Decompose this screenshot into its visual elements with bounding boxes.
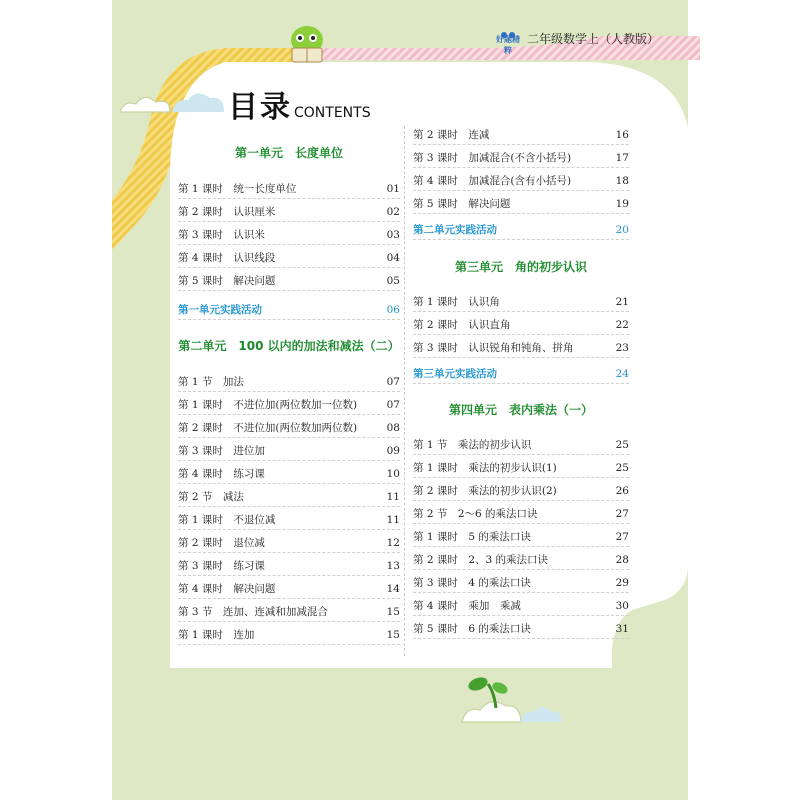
toc-entry-label: 第 2 课时 认识直角 [413, 319, 511, 331]
toc-page-number: 25 [615, 462, 629, 474]
toc-page-number: 25 [615, 439, 629, 451]
toc-row [178, 272, 400, 291]
toc-page-number: 24 [615, 368, 629, 380]
toc-row [413, 149, 629, 168]
toc-heading-chinese: 目录 [228, 90, 292, 125]
toc-row [178, 557, 400, 576]
toc-row [178, 534, 400, 553]
toc-entry-label: 第 2 课时 退位减 [178, 537, 265, 549]
toc-page-number: 02 [386, 206, 400, 218]
toc-entry-label: 第 1 节 加法 [178, 376, 244, 388]
toc-page-number: 15 [386, 606, 400, 618]
toc-row [413, 482, 629, 501]
toc-page-number: 11 [386, 491, 400, 503]
toc-row [413, 574, 629, 593]
toc-entry-label: 第 3 课时 认识米 [178, 229, 265, 241]
toc-entry-label: 第 3 节 连加、连减和加减混合 [178, 606, 328, 618]
toc-entry-label: 第 1 课时 连加 [178, 629, 255, 641]
toc-row [178, 419, 400, 438]
toc-page-number: 28 [615, 554, 629, 566]
toc-entry-label: 第 5 课时 6 的乘法口诀 [413, 623, 531, 635]
toc-row [178, 396, 400, 415]
toc-page-number: 16 [615, 129, 629, 141]
toc-entry-label: 第 4 课时 加减混合(含有小括号) [413, 175, 572, 187]
toc-entry-label: 第 2 课时 认识厘米 [178, 206, 276, 218]
toc-entry-label: 第 4 课时 乘加 乘减 [413, 600, 521, 612]
toc-page-number: 06 [386, 304, 400, 316]
toc-row [413, 597, 629, 616]
toc-entry-label: 第 4 课时 认识线段 [178, 252, 276, 264]
toc-row [413, 459, 629, 478]
toc-entry-label: 第 2 节 减法 [178, 491, 244, 503]
toc-page-number: 15 [386, 629, 400, 641]
brand-logo [495, 25, 521, 55]
toc-row [413, 505, 629, 524]
toc-page-number: 01 [386, 183, 400, 195]
toc-entry-label: 第 2 课时 乘法的初步认识(2) [413, 485, 557, 497]
toc-row [413, 436, 629, 455]
toc-row [413, 620, 629, 639]
toc-page-number: 07 [386, 399, 400, 411]
toc-page-number: 18 [615, 175, 629, 187]
toc-page-number: 21 [615, 296, 629, 308]
toc-row [178, 580, 400, 599]
toc-entry-label: 第 3 课时 加减混合(不含小括号) [413, 152, 572, 164]
toc-entry-label: 第 1 课时 认识角 [413, 296, 500, 308]
toc-row [413, 195, 629, 214]
toc-entry-label: 第 2 节 2～6 的乘法口诀 [413, 508, 538, 520]
toc-page-number: 19 [615, 198, 629, 210]
toc-row [178, 442, 400, 461]
toc-entry-label: 第二单元实践活动 [413, 224, 497, 236]
toc-heading-english: CONTENTS [294, 105, 371, 121]
toc-page-number: 27 [615, 508, 629, 520]
unit-heading: 第三单元 角的初步认识 [454, 260, 587, 274]
toc-row [178, 511, 400, 530]
toc-entry-label: 第 5 课时 解决问题 [178, 275, 276, 287]
toc-page-number: 09 [386, 445, 400, 457]
toc-page-number: 23 [615, 342, 629, 354]
toc-row [178, 465, 400, 484]
toc-entry-label: 第三单元实践活动 [413, 368, 497, 380]
unit-heading: 第一单元 长度单位 [234, 146, 343, 160]
toc-row [413, 126, 629, 145]
toc-page-number: 08 [386, 422, 400, 434]
turtle-mascot-icon [291, 26, 323, 62]
toc-entry-label: 第 2 课时 2、3 的乘法口诀 [413, 554, 549, 566]
toc-row [413, 316, 629, 335]
toc-page-number: 26 [615, 485, 629, 497]
toc-page-number: 11 [386, 514, 400, 526]
toc-page-number: 07 [386, 376, 400, 388]
toc-page-number: 03 [386, 229, 400, 241]
toc-entry-label: 第 3 课时 练习课 [178, 560, 265, 572]
toc-entry-label: 第 1 课时 不进位加(两位数加一位数) [178, 399, 358, 411]
toc-page-number: 30 [615, 600, 629, 612]
toc-page-number: 10 [386, 468, 400, 480]
toc-page-number: 14 [386, 583, 400, 595]
unit-heading: 第四单元 表内乘法（一） [448, 403, 593, 417]
toc-page-number: 04 [386, 252, 400, 264]
toc-page-number: 29 [615, 577, 629, 589]
toc-entry-label: 第 3 课时 4 的乘法口诀 [413, 577, 531, 589]
toc-entry-label: 第 2 课时 连减 [413, 129, 490, 141]
book-title: 二年级数学上（人教版） [527, 32, 660, 46]
toc-activity-row [413, 221, 629, 240]
toc-row [178, 226, 400, 245]
toc-entry-label: 第 2 课时 不进位加(两位数加两位数) [178, 422, 358, 434]
toc-row [178, 249, 400, 268]
toc-entry-label: 第 1 节 乘法的初步认识 [413, 439, 532, 451]
toc-page-number: 31 [615, 623, 629, 635]
toc-page-number: 20 [615, 224, 629, 236]
toc-entry-label: 第 3 课时 认识锐角和钝角、拼角 [413, 342, 574, 354]
toc-entry-label: 第 1 课时 5 的乘法口诀 [413, 531, 531, 543]
toc-entry-label: 第 4 课时 练习课 [178, 468, 265, 480]
toc-row [413, 293, 629, 312]
toc-row [413, 528, 629, 547]
toc-entry-label: 第 1 课时 不退位减 [178, 514, 276, 526]
toc-row [413, 551, 629, 570]
toc-entry-label: 第 5 课时 解决问题 [413, 198, 511, 210]
toc-heading [228, 82, 371, 126]
toc-row [178, 603, 400, 622]
toc-entry-label: 第 1 课时 统一长度单位 [178, 183, 297, 195]
toc-row [178, 626, 400, 645]
toc-entry-label: 第 4 课时 解决问题 [178, 583, 276, 595]
toc-entry-label: 第 1 课时 乘法的初步认识(1) [413, 462, 557, 474]
toc-page-number: 27 [615, 531, 629, 543]
toc-page-number: 05 [386, 275, 400, 287]
toc-page-number: 12 [386, 537, 400, 549]
toc-row [178, 203, 400, 222]
brand-logo-text: 好题精粹 [496, 35, 520, 55]
toc-row [413, 172, 629, 191]
toc-page-number: 22 [615, 319, 629, 331]
toc-activity-row [413, 365, 629, 384]
toc-entry-label: 第一单元实践活动 [178, 304, 262, 316]
toc-row [413, 339, 629, 358]
toc-page-number: 17 [615, 152, 629, 164]
toc-row [178, 180, 400, 199]
column-divider [404, 126, 405, 656]
toc-page-number: 13 [386, 560, 400, 572]
unit-heading: 第二单元 100 以内的加法和减法（二） [178, 339, 400, 353]
toc-row [178, 488, 400, 507]
toc-activity-row [178, 301, 400, 320]
toc-entry-label: 第 3 课时 进位加 [178, 445, 265, 457]
toc-row [178, 373, 400, 392]
